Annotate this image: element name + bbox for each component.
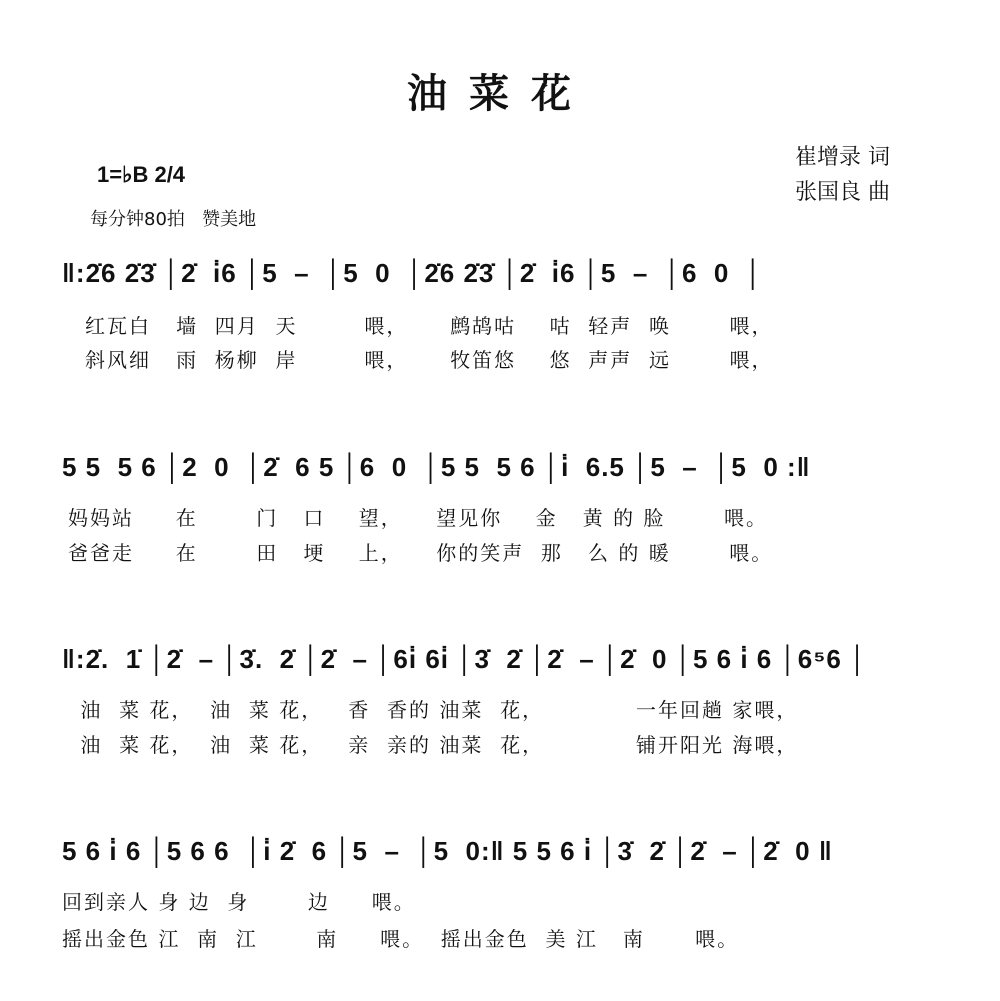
lyrics-row-2-verse-1: 妈妈站 在 门 口 望， 望见你 金 黄 的 脸 喂。: [68, 506, 768, 530]
lyrics-row-4-verse-2: 摇出金色 江 南 江 南 喂。 摇出金色 美 江 南 喂。: [62, 927, 740, 951]
notation-row-1: ‖:2̇6 2̇3̇ │2̇ i̇6 │5 – │5 0 │2̇6 2̇3̇ │2̇ i̇6 │5 – │6 0 │: [62, 258, 764, 288]
lyrics-row-2-verse-2: 爸爸走 在 田 埂 上， 你的笑声 那 么 的 暖 喂。: [68, 541, 774, 565]
lyrics-row-1-verse-2: 斜风细 雨 杨柳 岸 喂， 牧笛悠 悠 声声 远 喂，: [85, 348, 774, 372]
tempo-marking: 每分钟80拍 赞美地: [90, 209, 257, 230]
notation-row-2: 5 5 5 6 │2 0 │2̇ 6 5 │6 0 │5 5 5 6 │i̇ 6.5 │5 – │5 0 :‖: [62, 452, 811, 482]
lyricist-credit: 崔增录 词: [795, 145, 890, 170]
lyrics-row-1-verse-1: 红瓦白 墙 四月 天 喂， 鹧鸪咕 咕 轻声 唤 喂，: [85, 314, 774, 338]
lyrics-row-3-verse-1: 油 菜 花， 油 菜 花， 香 香的 油菜 花， 一年回趟 家喂，: [72, 698, 799, 722]
lyrics-row-3-verse-2: 油 菜 花， 油 菜 花， 亲 亲的 油菜 花， 铺开阳光 海喂，: [72, 733, 799, 757]
lyrics-row-4-verse-1: 回到亲人 身 边 身 边 喂。: [62, 890, 416, 914]
key-signature: 1=♭B 2/4: [97, 162, 186, 187]
notation-row-4: 5 6 i̇ 6 │5 6 6 │i̇ 2̇ 6 │5 – │5 0:‖ 5 5 6 i̇ │3̇ 2̇ │2̇ – │2̇ 0 ‖: [62, 836, 833, 866]
song-title: 油菜花: [407, 70, 593, 117]
notation-row-3: ‖:2̇. 1̇ │2̇ – │3̇. 2̇ │2̇ – │6i̇ 6i̇ │3̇ 2̇ │2̇ – │2̇ 0 │5 6 i̇ 6 │6⁵6 │: [62, 644, 868, 674]
composer-credit: 张国良 曲: [795, 180, 890, 205]
